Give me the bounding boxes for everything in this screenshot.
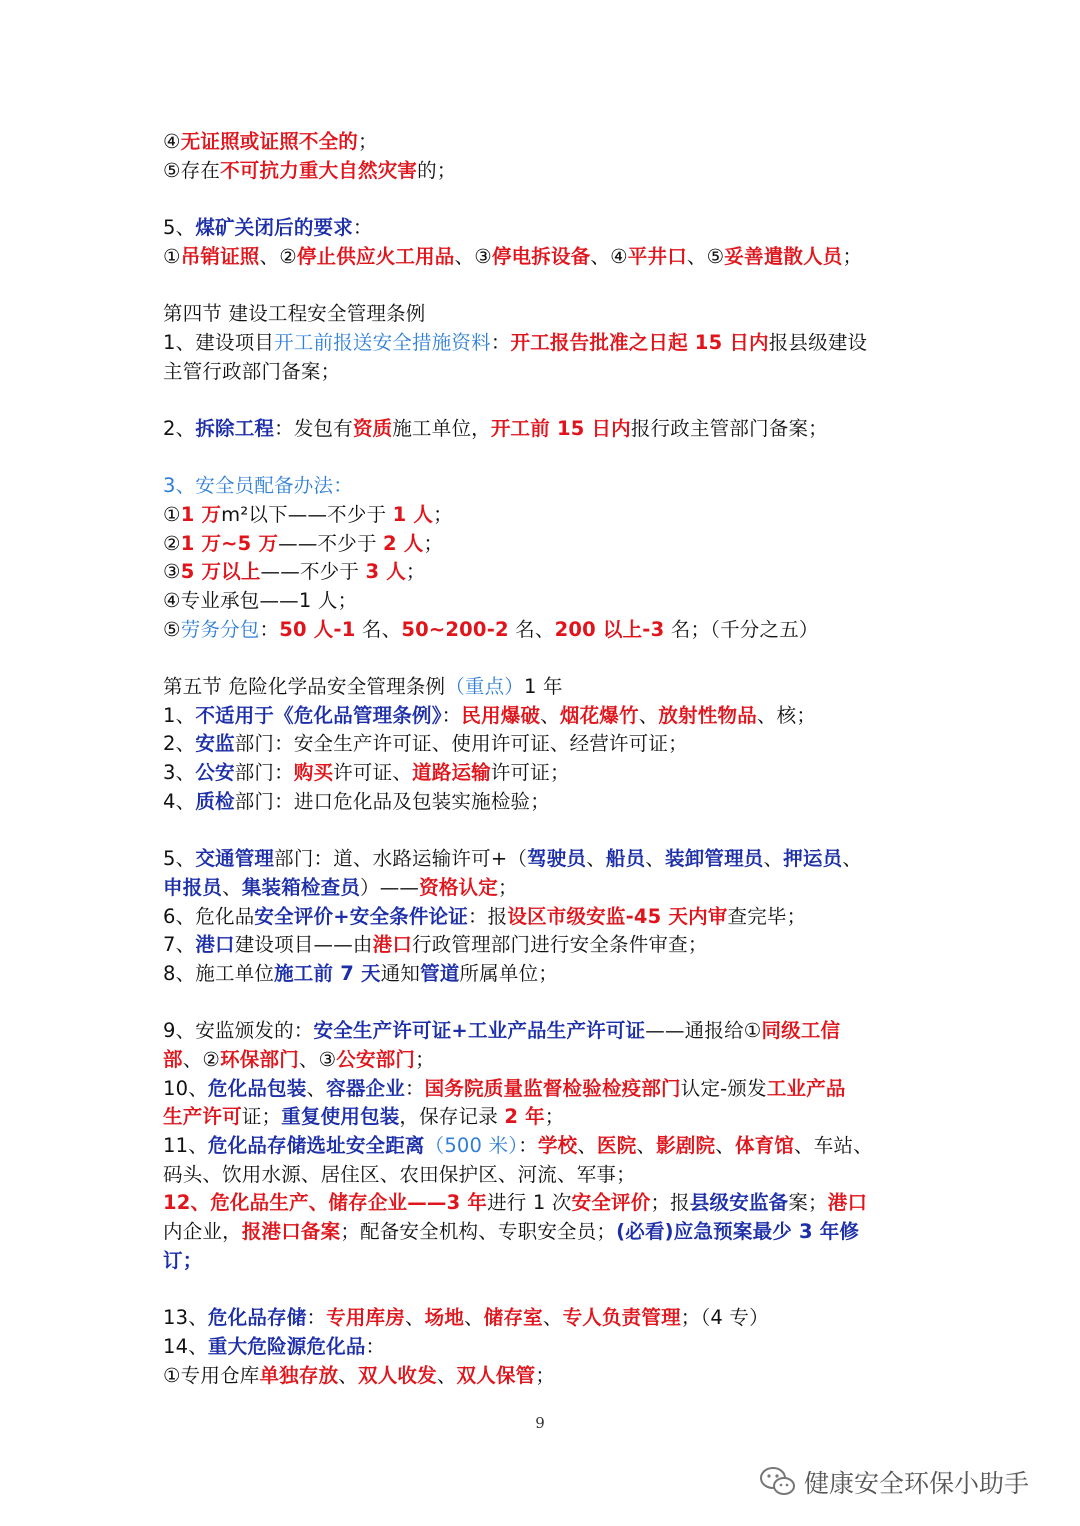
text-line — [163, 960, 923, 989]
text-segment: 平井口 — [627, 244, 687, 268]
text-segment: 许可证、 — [333, 761, 413, 785]
blank-line — [163, 1276, 923, 1305]
text-segment: 危化品存储 — [207, 1306, 307, 1330]
text-line — [163, 1132, 923, 1161]
text-segment: 施工单位， — [392, 416, 491, 440]
text-segment: 停电拆设备 — [491, 244, 591, 268]
text-line — [163, 415, 923, 444]
text-segment: 3、安全员配备办法： — [163, 474, 353, 498]
text-segment: 生产许可 — [163, 1105, 242, 1129]
text-segment: ② — [163, 531, 181, 555]
document-body — [163, 128, 923, 1390]
text-segment: m²以下——不少于 — [221, 502, 393, 526]
text-segment: 5、 — [163, 847, 196, 871]
text-segment: 管道 — [420, 961, 460, 985]
text-segment: 、 — [638, 703, 659, 727]
text-segment: 购买 — [293, 761, 334, 785]
text-segment: 3、 — [163, 761, 196, 785]
text-segment: 单独存放 — [259, 1363, 339, 1387]
text-segment: 、 — [540, 703, 560, 727]
text-segment: 质检 — [195, 789, 235, 813]
text-segment: 船员 — [605, 847, 646, 871]
text-segment: 、 — [222, 875, 242, 899]
text-line — [163, 472, 923, 501]
text-segment: 1 万 — [180, 502, 222, 526]
text-line — [163, 1017, 923, 1046]
text-segment: ⑤存在 — [163, 158, 221, 182]
text-segment: ④ — [163, 130, 181, 153]
text-segment: ； — [544, 1105, 565, 1129]
text-line — [163, 558, 923, 587]
text-segment: 、 — [586, 847, 606, 871]
text-segment: 危化品包装 — [207, 1076, 307, 1100]
text-segment: 民用爆破 — [461, 703, 541, 727]
text-segment: 、 — [404, 1306, 425, 1330]
text-segment: 应急预案最少 3 年修 — [673, 1220, 860, 1244]
text-segment: 国务院质量监督检验检疫部门 — [424, 1076, 681, 1100]
text-segment: 交通管理 — [195, 847, 275, 871]
text-segment: 安监 — [195, 732, 235, 756]
text-segment: 安全评价+安全条件论证 — [254, 904, 468, 928]
text-segment: ③ — [163, 560, 181, 584]
text-segment: 码头、饮用水源、居住区、农田保护区、河流、军事； — [163, 1162, 636, 1186]
text-segment: 县级安监备 — [689, 1191, 789, 1215]
text-segment: 50~200-2 — [401, 617, 509, 641]
text-line — [163, 501, 923, 530]
text-line — [163, 128, 923, 157]
text-segment: 报港口备案 — [241, 1220, 341, 1244]
text-segment: 认定-颁发 — [680, 1076, 767, 1100]
text-segment: ： — [518, 1134, 538, 1158]
text-segment: 、 — [306, 1076, 327, 1100]
text-segment: ； — [423, 531, 444, 555]
text-segment: ； — [497, 875, 518, 899]
text-segment: ；配备安全机构、专职安全员； — [340, 1220, 617, 1244]
text-segment: 医院 — [597, 1134, 637, 1158]
text-line — [163, 845, 923, 874]
text-segment: ：报 — [467, 904, 508, 928]
text-segment: 公安部门 — [336, 1048, 416, 1071]
text-segment: 、 — [464, 1306, 484, 1330]
text-segment: 港口 — [827, 1191, 868, 1215]
text-segment: 部门：进口危化品及包装实施检验； — [234, 789, 550, 813]
text-segment: 1 年 — [524, 675, 563, 699]
text-segment: 重大危险源危化品 — [207, 1334, 366, 1358]
text-line — [163, 1333, 923, 1362]
text-segment: ——不少于 — [278, 531, 384, 555]
text-segment: ①专用仓库 — [163, 1363, 260, 1387]
text-segment: 、核； — [756, 703, 817, 727]
text-line — [163, 157, 923, 186]
text-segment: 驾驶员 — [527, 847, 587, 871]
text-segment: 7、 — [163, 933, 196, 957]
text-segment: 烟花爆竹 — [559, 703, 639, 727]
text-line — [163, 931, 923, 960]
text-segment: 场地 — [424, 1306, 465, 1330]
text-segment: 、 — [645, 847, 665, 871]
text-segment: 工业产品 — [766, 1076, 846, 1100]
text-segment: 进行 1 次 — [487, 1191, 572, 1215]
text-segment: ； — [433, 502, 453, 526]
text-segment: 14、 — [163, 1334, 208, 1358]
text-segment: ： — [404, 1076, 425, 1100]
text-line — [163, 673, 923, 702]
text-segment: 港口 — [372, 933, 413, 957]
blank-line — [163, 185, 923, 214]
text-segment: ——通报给① — [645, 1019, 762, 1043]
text-segment: 押运员 — [783, 847, 843, 871]
text-line — [163, 903, 923, 932]
text-segment: 5 万以上 — [180, 560, 261, 584]
text-segment: 设区市级安监-45 天内审 — [507, 904, 728, 928]
text-segment: 施工前 7 天 — [274, 961, 381, 985]
text-segment: 无证照或证照不全的 — [180, 130, 358, 153]
text-line — [163, 329, 923, 358]
text-line — [163, 1247, 923, 1276]
text-segment: 危化品存储选址安全距离 — [207, 1134, 425, 1158]
text-line — [163, 358, 923, 387]
text-line — [163, 587, 923, 616]
text-segment: 、 — [636, 1134, 657, 1158]
text-segment: 1 人 — [392, 502, 434, 526]
blank-line — [163, 271, 923, 300]
text-segment: 资质 — [352, 416, 393, 440]
text-line — [163, 1046, 923, 1075]
text-segment: 同级工信 — [761, 1019, 841, 1043]
text-segment: 10、 — [163, 1076, 208, 1100]
text-segment: 公安 — [195, 761, 235, 785]
text-segment: ④专业承包——1 人； — [163, 589, 358, 612]
text-segment: 名、 — [508, 617, 555, 641]
wechat-icon — [758, 1465, 798, 1499]
text-segment: 200 以上-3 — [554, 617, 665, 641]
text-line — [163, 1075, 923, 1104]
text-segment: 道路运输 — [412, 761, 491, 785]
text-segment: 不可抗力重大自然灾害 — [220, 158, 418, 182]
text-segment: 案； — [788, 1191, 828, 1215]
text-segment: ；报 — [650, 1191, 690, 1215]
text-segment: 重复使用包装 — [281, 1105, 400, 1129]
text-segment: 专用库房 — [326, 1306, 405, 1330]
text-segment: 专人负责管理 — [562, 1306, 681, 1330]
text-line — [163, 1218, 923, 1247]
text-segment: 开工报告批准之日起 15 日内 — [510, 330, 769, 354]
text-line — [163, 788, 923, 817]
text-segment: 6、危化品 — [163, 904, 255, 928]
text-segment: 3 人 — [365, 560, 406, 584]
text-segment: 容器企业 — [326, 1076, 405, 1100]
text-segment: 报行政主管部门备案； — [630, 416, 828, 440]
text-segment: 安全生产许可证+工业产品生产许可证 — [313, 1019, 646, 1043]
text-segment: 50 人-1 — [279, 617, 356, 641]
text-segment: ，保存记录 — [399, 1105, 505, 1129]
text-line — [163, 874, 923, 903]
text-segment: ： — [365, 1334, 386, 1358]
text-segment: 申报员 — [163, 875, 223, 899]
text-segment: ； — [535, 1363, 556, 1387]
text-segment: 、⑤ — [686, 244, 725, 268]
text-segment: 、 — [542, 1306, 563, 1330]
text-line — [163, 1161, 923, 1190]
text-segment: 12、危化品生产、储存企业—— — [163, 1191, 447, 1215]
text-line — [163, 214, 923, 243]
blank-line — [163, 444, 923, 473]
text-segment: 订； — [163, 1248, 203, 1272]
text-segment: 1 万~5 万 — [180, 531, 279, 555]
text-segment: 证； — [241, 1105, 282, 1129]
text-segment: 、③ — [454, 244, 492, 268]
text-segment: 通知 — [380, 961, 421, 985]
text-segment: 装卸管理员 — [665, 847, 764, 871]
text-segment: 、 — [338, 1363, 358, 1387]
text-segment: 1、 — [163, 703, 196, 727]
text-segment: ⑤ — [163, 617, 181, 641]
watermark-text: 健康安全环保小助手 — [804, 1469, 1030, 1498]
text-segment: 5、 — [163, 216, 196, 240]
text-segment: 第五节 危险化学品安全管理条例 — [163, 675, 446, 699]
text-segment: 双人保管 — [456, 1363, 536, 1387]
text-segment: ：发包有 — [274, 416, 353, 440]
text-segment: 部 — [163, 1048, 183, 1071]
page-number: 9 — [535, 1414, 545, 1432]
text-segment: ； — [415, 1048, 435, 1071]
text-segment: ： — [441, 703, 462, 727]
text-segment: 、 — [842, 847, 863, 871]
text-segment: 体育馆 — [734, 1134, 795, 1158]
blank-line — [163, 989, 923, 1018]
blank-line — [163, 817, 923, 846]
text-segment: 名、 — [355, 617, 402, 641]
text-segment: 建设项目——由 — [234, 933, 373, 957]
text-segment: 煤矿关闭后的要求 — [195, 216, 353, 240]
text-segment: ； — [358, 130, 378, 153]
text-segment: 开工前 15 日内 — [490, 416, 631, 440]
text-segment: 安全评价 — [571, 1191, 651, 1215]
text-segment: 部门：安全生产许可证、使用许可证、经营许可证； — [234, 732, 688, 756]
text-segment: 学校 — [537, 1134, 578, 1158]
text-line — [163, 243, 923, 272]
text-segment: ——不少于 — [260, 560, 366, 584]
text-line — [163, 702, 923, 731]
text-segment: 11、 — [163, 1134, 208, 1158]
text-segment: 内企业， — [163, 1220, 242, 1244]
text-segment: 部门： — [234, 761, 294, 785]
text-segment: ： — [259, 617, 280, 641]
text-segment: 、③ — [298, 1048, 337, 1071]
text-segment: 拆除工程 — [195, 416, 275, 440]
text-segment: 吊销证照 — [180, 244, 260, 268]
text-segment: 储存室 — [483, 1306, 543, 1330]
text-line — [163, 1189, 923, 1218]
text-segment: 、 — [577, 1134, 598, 1158]
blank-line — [163, 644, 923, 673]
text-segment: 行政管理部门进行安全条件审查； — [412, 933, 708, 957]
text-segment: ： — [352, 216, 373, 240]
text-segment: 所属单位； — [459, 961, 558, 985]
text-segment: 查完毕； — [727, 904, 807, 928]
text-segment: (必看) — [616, 1220, 674, 1244]
text-segment: 停止供应火工用品 — [296, 244, 455, 268]
watermark — [758, 1462, 1029, 1502]
text-segment: 2 年 — [504, 1105, 545, 1129]
text-segment: 名；（千分之五） — [664, 617, 819, 641]
text-segment: 8、施工单位 — [163, 961, 275, 985]
text-segment: 9、安监颁发的： — [163, 1019, 314, 1043]
text-line — [163, 730, 923, 759]
text-segment: 劳务分包 — [180, 617, 260, 641]
text-segment: 资格认定 — [419, 875, 498, 899]
text-segment: 、 — [436, 1363, 457, 1387]
text-segment: 4、 — [163, 789, 196, 813]
text-segment: 妥善遣散人员 — [724, 244, 843, 268]
text-segment: 1、建设项目 — [163, 330, 275, 354]
text-segment: 开工前报送安全措施资料 — [274, 330, 491, 354]
text-segment: 2、 — [163, 416, 196, 440]
text-segment: ； — [842, 244, 863, 268]
text-line — [163, 1304, 923, 1333]
text-segment: 第四节 建设工程安全管理条例 — [163, 302, 426, 326]
text-segment: 、 — [763, 847, 784, 871]
text-segment: 不适用于《危化品管理条例》 — [195, 703, 442, 727]
text-segment: （重点） — [445, 675, 525, 699]
text-line — [163, 759, 923, 788]
text-segment: ）—— — [360, 875, 420, 899]
text-segment: ： — [306, 1306, 327, 1330]
text-segment: 许可证； — [490, 761, 570, 785]
text-segment: 港口 — [195, 933, 235, 957]
text-segment: 、车站、 — [794, 1134, 873, 1158]
text-segment: 13、 — [163, 1306, 208, 1330]
text-line — [163, 616, 923, 645]
text-segment: 放射性物品 — [658, 703, 757, 727]
text-segment: 3 年 — [446, 1191, 488, 1215]
text-segment: 主管行政部门备案； — [163, 359, 341, 383]
text-segment: 、④ — [590, 244, 628, 268]
text-segment: ① — [163, 502, 181, 526]
text-segment: 2、 — [163, 732, 196, 756]
text-segment: 、 — [715, 1134, 735, 1158]
text-segment: ① — [163, 244, 181, 268]
blank-line — [163, 386, 923, 415]
text-line — [163, 1362, 923, 1391]
text-segment: 报县级建设 — [768, 330, 868, 354]
text-segment: 2 人 — [383, 531, 424, 555]
text-segment: ； — [405, 560, 426, 584]
text-segment: ： — [490, 330, 511, 354]
text-segment: （500 米） — [424, 1134, 519, 1158]
text-segment: 影剧院 — [656, 1134, 716, 1158]
text-segment: 、② — [259, 244, 297, 268]
text-segment: 、② — [182, 1048, 221, 1071]
text-line — [163, 1103, 923, 1132]
text-segment: 环保部门 — [220, 1048, 299, 1071]
text-segment: 部门：道、水路运输许可+（ — [274, 847, 528, 871]
text-segment: 集装箱检查员 — [241, 875, 361, 899]
text-line — [163, 300, 923, 329]
text-line — [163, 530, 923, 559]
text-segment: 双人收发 — [358, 1363, 437, 1387]
text-segment: ；（4 专） — [680, 1306, 769, 1330]
text-segment: 的； — [417, 158, 457, 182]
